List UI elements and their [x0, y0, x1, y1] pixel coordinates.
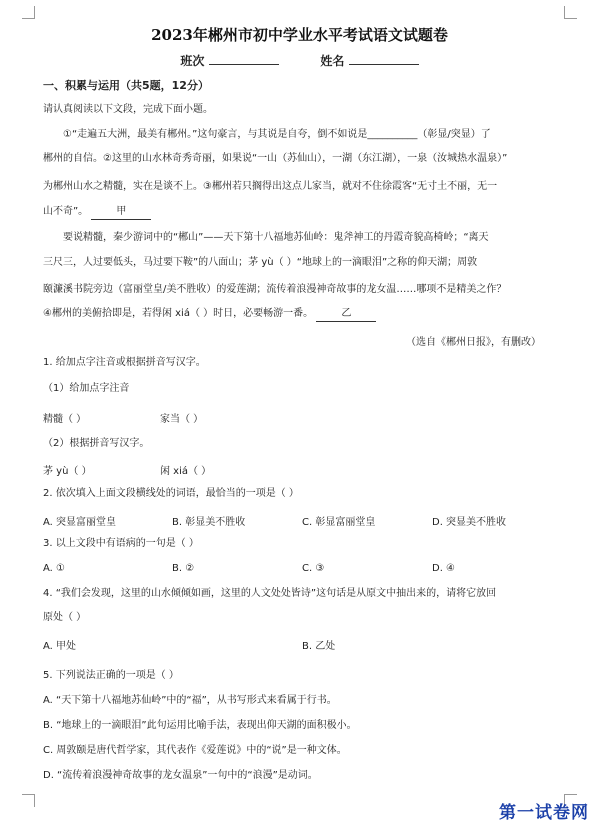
option[interactable]: A. “天下第十八福地苏仙岭”中的“福”，从书写形式来看属于行书。 [43, 695, 337, 706]
name-label: 姓名 [320, 54, 345, 68]
option[interactable]: C. 周敦颐是唐代哲学家，其代表作《爱莲说》中的“说”是一种文体。 [43, 745, 347, 756]
answer-item[interactable]: 茅 yù（ ） [43, 466, 92, 477]
name-blank[interactable] [349, 54, 419, 65]
class-blank[interactable] [209, 54, 279, 65]
answer-item[interactable]: 闲 xiá（ ） [160, 466, 212, 477]
blank-jia: 甲 [91, 205, 151, 220]
option[interactable]: C. 彰显富丽堂皇 [302, 517, 376, 528]
site-logo: 第一试卷网 [499, 803, 589, 823]
passage-p1-line: 郴州的自信。②这里的山水林奇秀奇丽，如果说“一山（苏仙山），一湖（东江湖），一泉（汝城热水温泉）” [43, 153, 508, 164]
option[interactable]: A. 突显富丽堂皇 [43, 517, 117, 528]
class-label: 班次 [180, 54, 205, 68]
passage-p1-line: ①“走遍五大洲，最美有郴州。”这句豪言，与其说是自夸，倒不如说是__________（彰显/突显）了 [63, 129, 491, 140]
option[interactable]: A. 甲处 [43, 641, 77, 652]
passage-p2-line [43, 307, 376, 322]
crop-mark-top-right [564, 6, 577, 19]
option[interactable]: D. ④ [432, 563, 456, 574]
option[interactable]: B. ② [172, 563, 195, 574]
crop-mark-bottom-left [22, 794, 35, 807]
question-3: 3. 以上文段中有语病的一句是（ ） [43, 538, 199, 549]
instruction: 请认真阅读以下文段，完成下面小题。 [43, 104, 213, 115]
option[interactable]: D. “流传着浪漫神奇故事的龙女温泉”一句中的“浪漫”是动词。 [43, 770, 318, 781]
student-info [0, 52, 599, 69]
option[interactable]: A. ① [43, 563, 65, 574]
option[interactable]: C. ③ [302, 563, 325, 574]
question-5: 5. 下列说法正确的一项是（ ） [43, 670, 179, 681]
question-1-part-2: （2）根据拼音写汉字。 [43, 438, 150, 449]
blank-yi: 乙 [316, 307, 376, 322]
passage-p1-line [43, 205, 151, 220]
passage-p1-line: 为郴州山水之精髓，实在是谈不上。③郴州若只搁得出这点儿家当，就对不住徐霞客“无寸土不丽，无一 [43, 181, 498, 192]
source-citation: （选自《郴州日报》，有删改） [406, 337, 541, 348]
question-4-cont: 原处（ ） [43, 612, 87, 623]
passage-p2-line: 要说精髓，秦少游词中的“郴山”——天下第十八福地苏仙岭：鬼斧神工的丹霞奇貌高椅岭；“离天 [63, 232, 489, 243]
question-4: 4. “我们会发现，这里的山水倾倾如画，这里的人文处处皆诗”这句话是从原文中抽出来的，请将它放回 [43, 588, 497, 599]
option[interactable]: B. 彰显美不胜收 [172, 517, 246, 528]
passage-p2-line: 三尺三，人过要低头，马过要下鞍”的八面山；茅 yù（ ）“地球上的一滴眼泪”之称的仰天湖；周敦 [43, 257, 478, 268]
question-1-part-1: （1）给加点字注音 [43, 383, 130, 394]
option[interactable]: B. “地球上的一滴眼泪”此句运用比喻手法，表现出仰天湖的面积极小。 [43, 720, 357, 731]
crop-mark-top-left [22, 6, 35, 19]
question-2: 2. 依次填入上面文段横线处的词语，最恰当的一项是（ ） [43, 488, 299, 499]
passage-p1-end: 山不奇”。 [43, 206, 89, 217]
option[interactable]: B. 乙处 [302, 641, 336, 652]
answer-item[interactable]: 家当（ ） [160, 414, 204, 425]
answer-item[interactable]: 精髓（ ） [43, 414, 87, 425]
section-heading: 一、积累与运用（共5题，12分） [43, 79, 209, 92]
option[interactable]: D. 突显美不胜收 [432, 517, 507, 528]
page-title: 2023年郴州市初中学业水平考试语文试题卷 [151, 26, 448, 44]
question-1: 1. 给加点字注音或根据拼音写汉字。 [43, 357, 206, 368]
passage-p2-line: 颐濂溪书院旁边（富丽堂皇/美不胜收）的爱莲湖；流传着浪漫神奇故事的龙女温……哪项不是精美之作？ [43, 284, 507, 295]
passage-p2-end: ④郴州的美俯拾即是，若得闲 xiá（ ）时日，必要畅游一番。 [43, 308, 314, 319]
